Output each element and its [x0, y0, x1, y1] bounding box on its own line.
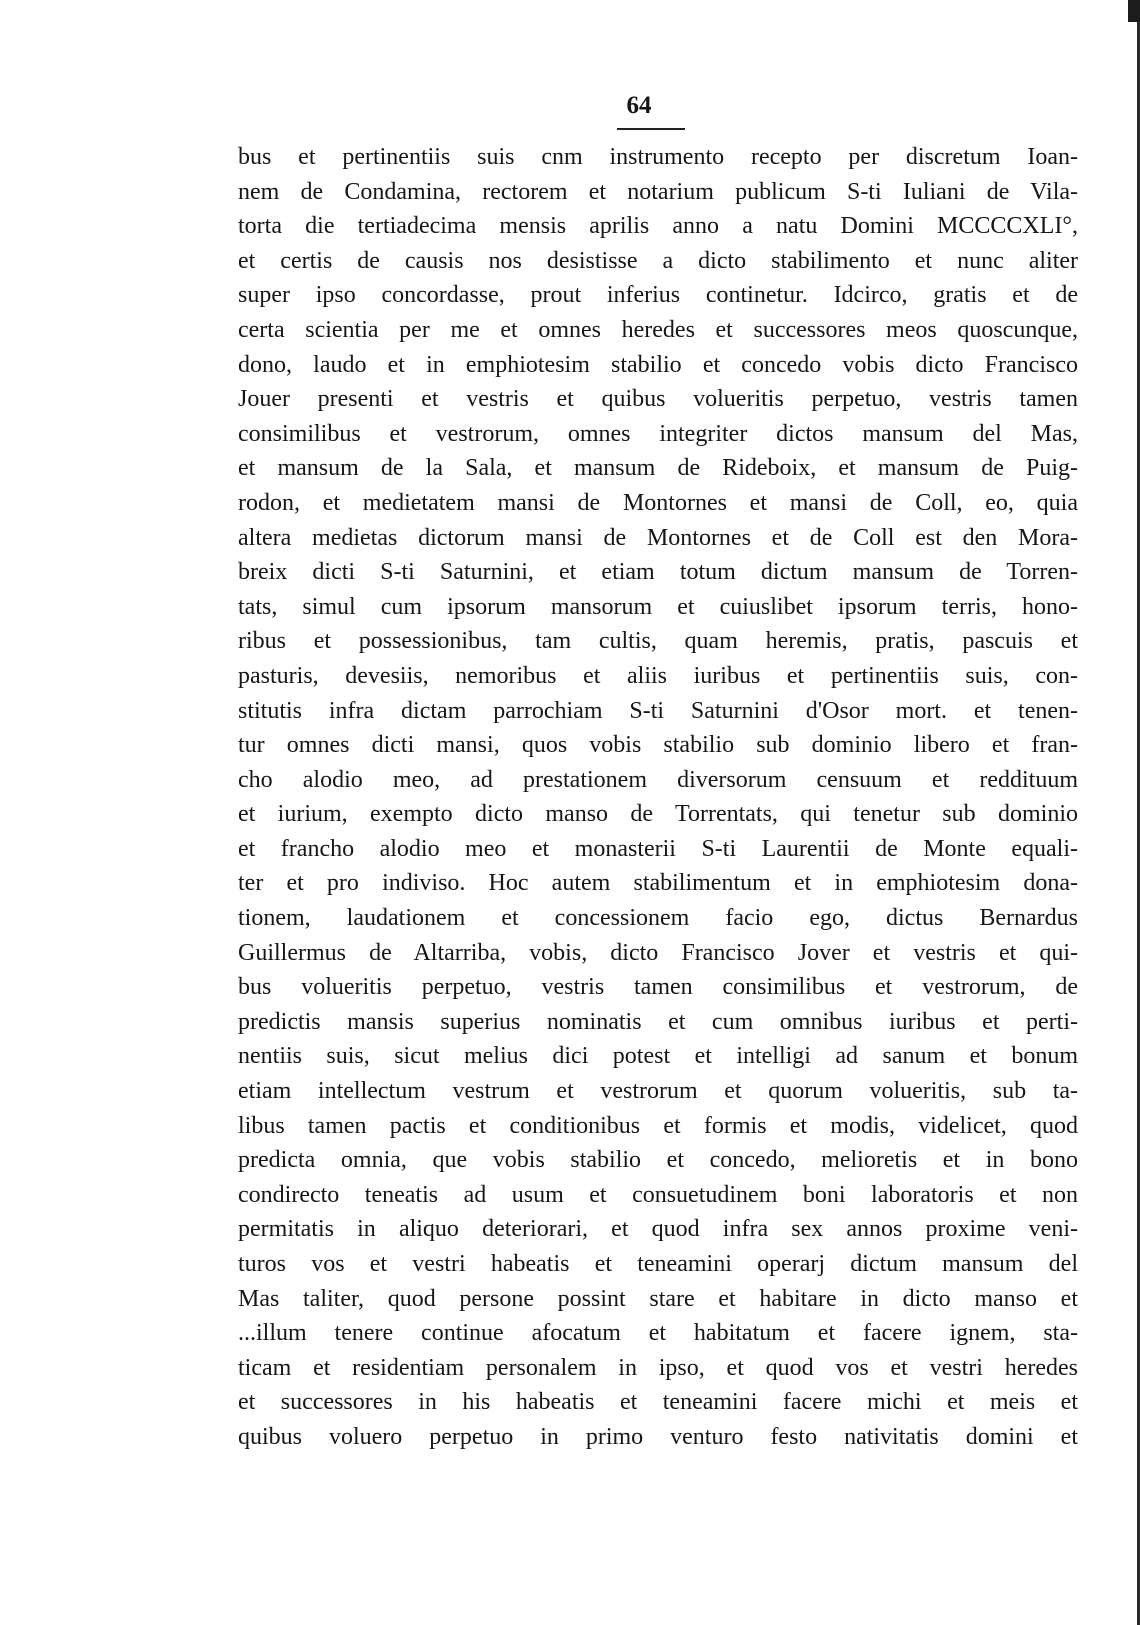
text-line: et iurium, exempto dicto manso de Torrentats, qui tenetur sub dominio	[238, 801, 1078, 828]
text-line: bus volueritis perpetuo, vestris tamen consimilibus et vestrorum, de	[238, 974, 1078, 1001]
text-line: nem de Condamina, rectorem et notarium publicum S-ti Iuliani de Vila-	[238, 178, 1078, 205]
text-line: consimilibus et vestrorum, omnes integriter dictos mansum del Mas,	[238, 420, 1078, 447]
text-line: Mas taliter, quod persone possint stare et habitare in dicto manso et	[238, 1285, 1078, 1312]
text-line: breix dicti S-ti Saturnini, et etiam totum dictum mansum de Torren-	[238, 559, 1078, 586]
text-line: nentiis suis, sicut melius dici potest et intelligi ad sanum et bonum	[238, 1043, 1078, 1070]
text-line: ter et pro indiviso. Hoc autem stabilimentum et in emphiotesim dona-	[238, 870, 1078, 897]
text-line: et certis de causis nos desistisse a dicto stabilimento et nunc aliter	[238, 247, 1078, 274]
text-line: tats, simul cum ipsorum mansorum et cuiuslibet ipsorum terris, hono-	[238, 593, 1078, 620]
text-line: pasturis, devesiis, nemoribus et aliis iuribus et pertinentiis suis, con-	[238, 662, 1078, 689]
text-line: quibus voluero perpetuo in primo venturo festo nativitatis domini et	[238, 1423, 1078, 1450]
text-line: permitatis in aliquo deteriorari, et quod infra sex annos proxime veni-	[238, 1216, 1078, 1243]
text-line: super ipso concordasse, prout inferius continetur. Idcirco, gratis et de	[238, 282, 1078, 309]
text-line: et successores in his habeatis et teneamini facere michi et meis et	[238, 1389, 1078, 1416]
text-line: libus tamen pactis et conditionibus et formis et modis, videlicet, quod	[238, 1112, 1078, 1139]
body-text	[238, 140, 1078, 1455]
page-number-rule	[617, 128, 685, 130]
text-line: turos vos et vestri habeatis et teneamini operarj dictum mansum del	[238, 1251, 1078, 1277]
text-line: predictis mansis superius nominatis et cum omnibus iuribus et perti-	[238, 1008, 1078, 1035]
text-line: ...illum tenere continue afocatum et habitatum et facere ignem, sta-	[238, 1320, 1078, 1347]
text-line: ticam et residentiam personalem in ipso, et quod vos et vestri heredes	[238, 1354, 1078, 1381]
text-line: Jouer presenti et vestris et quibus volueritis perpetuo, vestris tamen	[238, 386, 1078, 413]
text-line: dono, laudo et in emphiotesim stabilio et concedo vobis dicto Francisco	[238, 351, 1078, 378]
text-line: et francho alodio meo et monasterii S-ti Laurentii de Monte equali-	[238, 835, 1078, 862]
text-line: altera medietas dictorum mansi de Montornes et de Coll est den Mora-	[238, 524, 1078, 551]
text-line: condirecto teneatis ad usum et consuetudinem boni laboratoris et non	[238, 1181, 1078, 1208]
page-edge-mark	[1128, 0, 1140, 22]
text-line: cho alodio meo, ad prestationem diversorum censuum et reddituum	[238, 766, 1078, 793]
text-line: ribus et possessionibus, tam cultis, quam heremis, pratis, pascuis et	[238, 628, 1078, 655]
text-line: bus et pertinentiis suis cnm instrumento recepto per discretum Ioan-	[238, 144, 1078, 170]
text-line: torta die tertiadecima mensis aprilis anno a natu Domini MCCCCXLI°,	[238, 213, 1078, 240]
text-line: Guillermus de Altarriba, vobis, dicto Francisco Jover et vestris et qui-	[238, 939, 1078, 966]
text-line: tionem, laudationem et concessionem facio ego, dictus Bernardus	[238, 905, 1078, 932]
text-line: tur omnes dicti mansi, quos vobis stabilio sub dominio libero et fran-	[238, 732, 1078, 759]
text-line: certa scientia per me et omnes heredes et successores meos quoscunque,	[238, 316, 1078, 343]
text-line: et mansum de la Sala, et mansum de Rideboix, et mansum de Puig-	[238, 455, 1078, 482]
text-line: predicta omnia, que vobis stabilio et concedo, melioretis et in bono	[238, 1147, 1078, 1174]
page-number: 64	[626, 92, 652, 119]
text-line: stitutis infra dictam parrochiam S-ti Saturnini d'Osor mort. et tenen-	[238, 697, 1078, 724]
text-line: rodon, et medietatem mansi de Montornes et mansi de Coll, eo, quia	[238, 489, 1078, 516]
text-line: etiam intellectum vestrum et vestrorum et quorum volueritis, sub ta-	[238, 1078, 1078, 1105]
